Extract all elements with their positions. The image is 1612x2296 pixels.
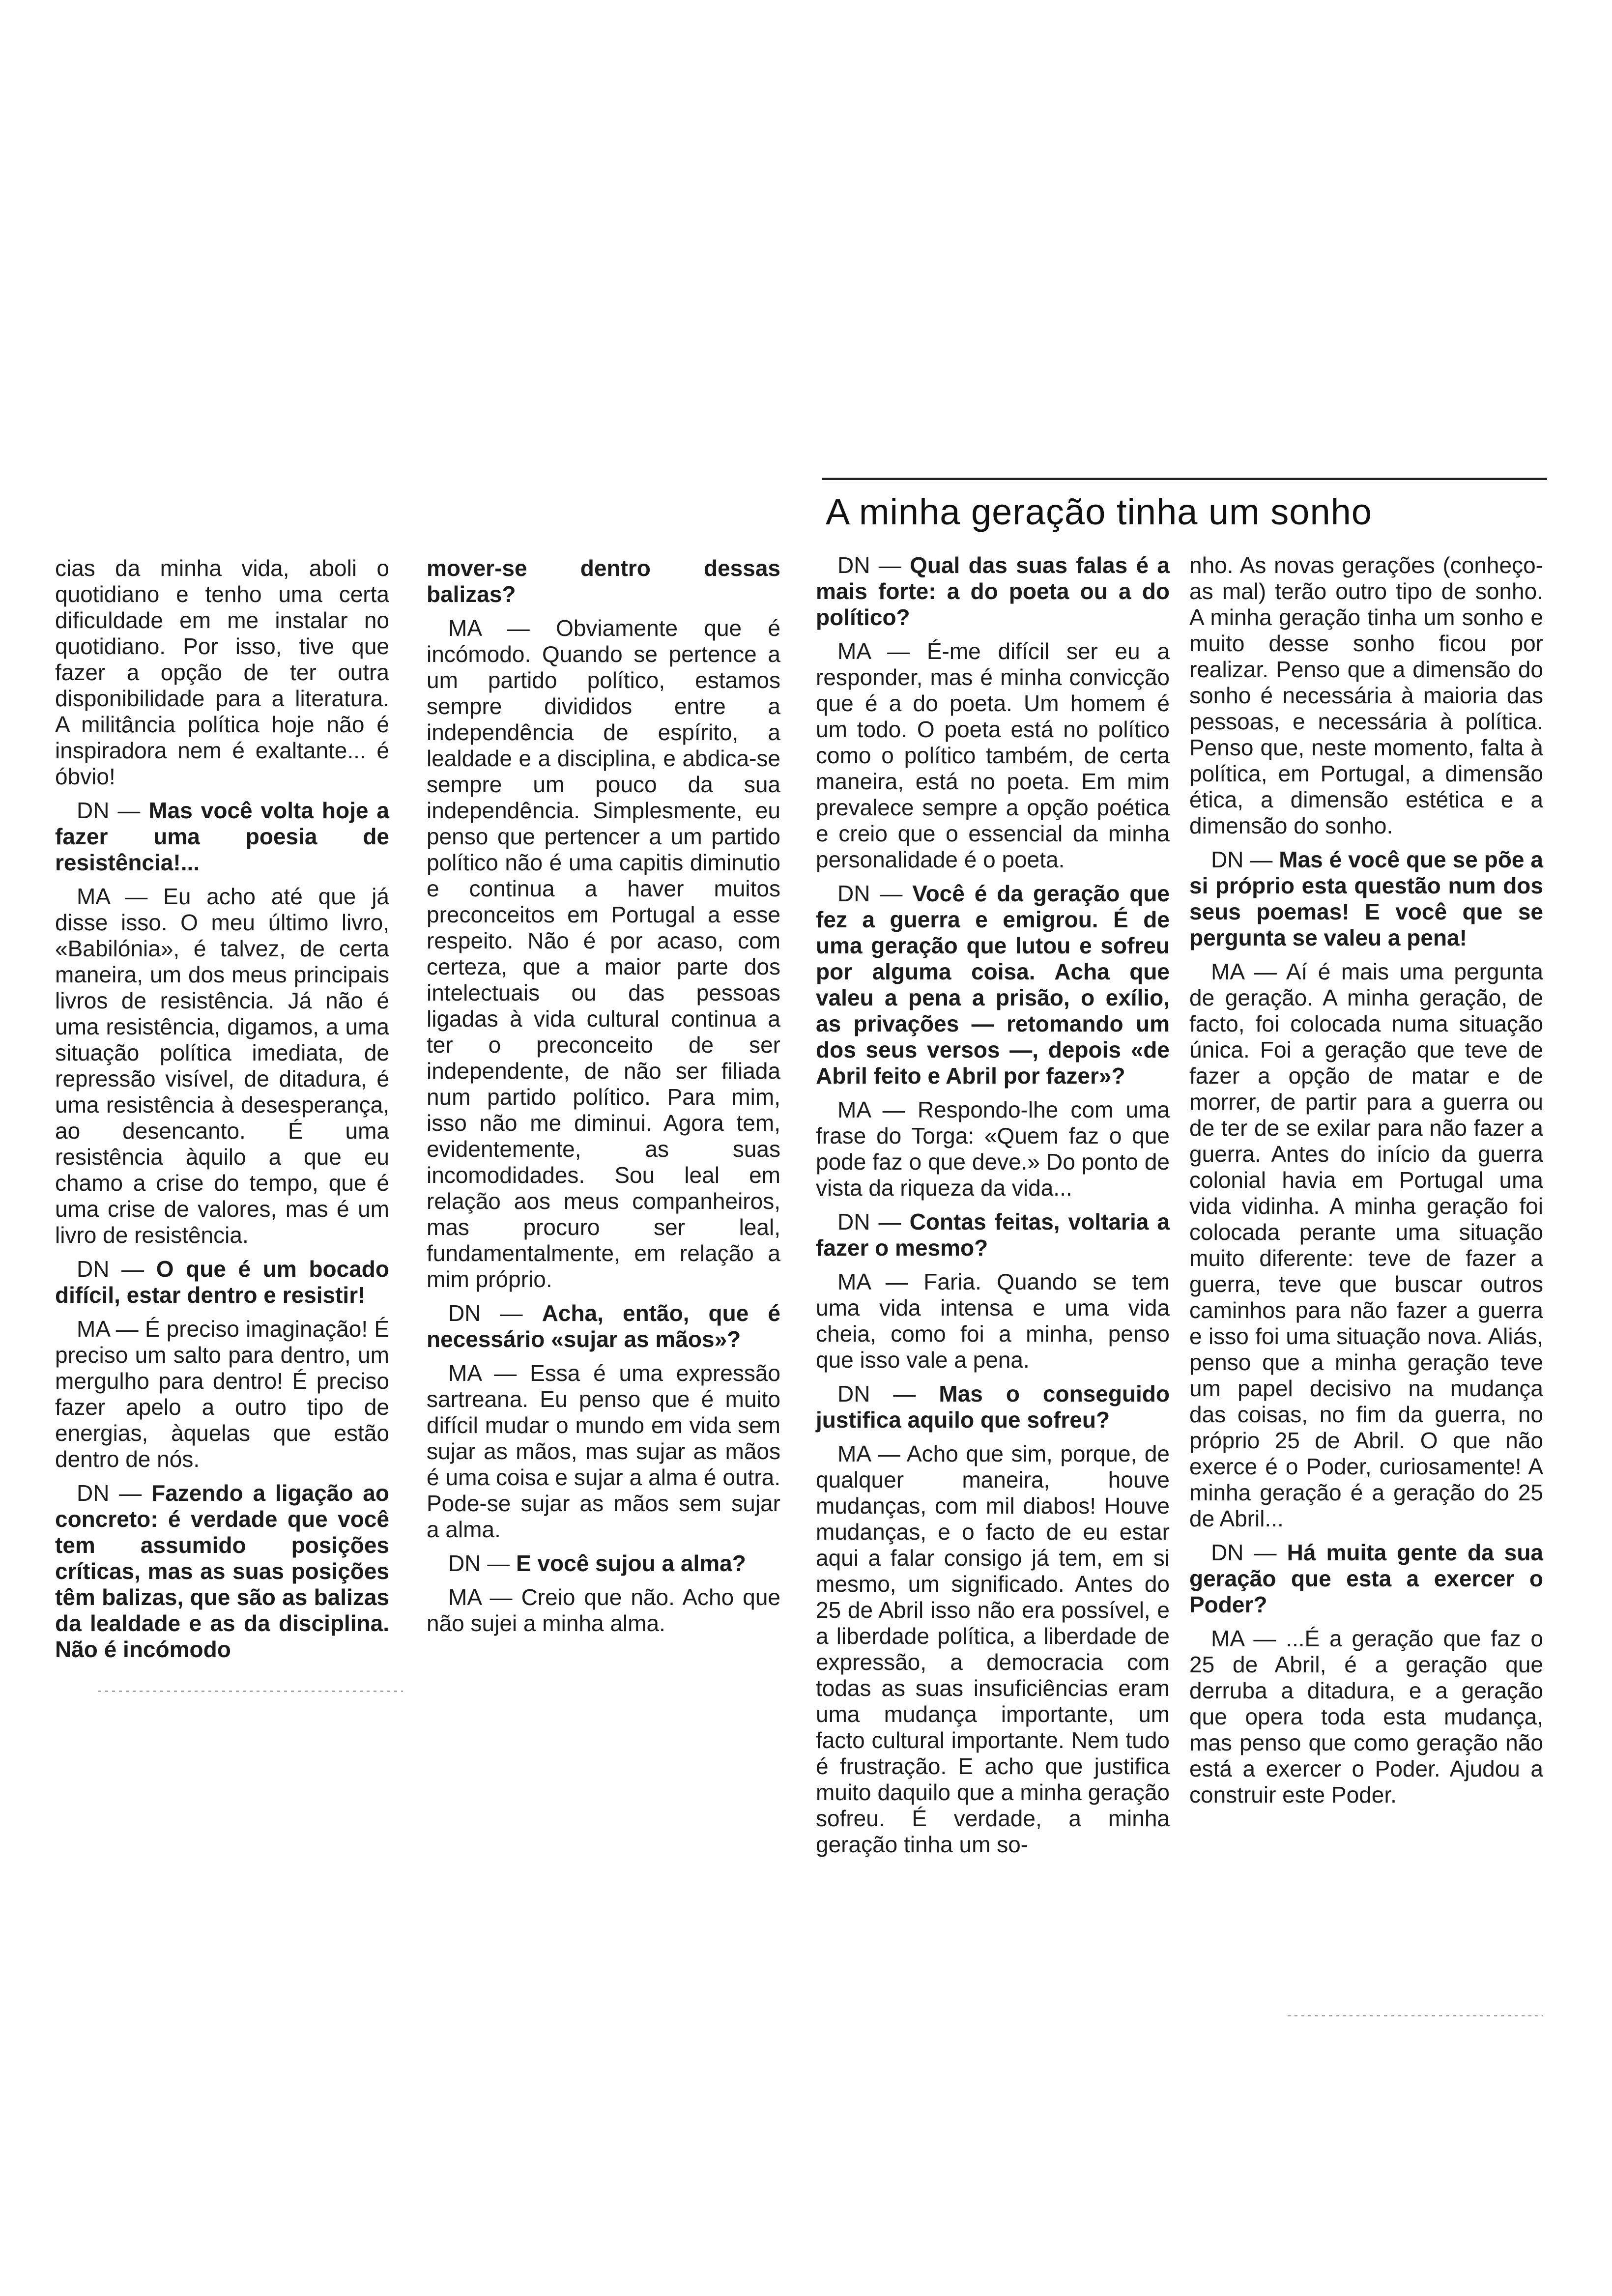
paragraph-text: Acho que sim, porque, de qualquer maneira, houve mudanças, com mil diabos! Houve mudanças, e o facto de eu estar aqui a falar consigo já tem, em si mesmo, um significado. Antes do 25 de Abril isso não era possível, e a liberdade política, a liberdade de expressão, a democracia com todas as suas insuficiências eram uma mudança importante, um facto cultural importante. Nem tudo é frustração. E acho que justifica muito daquilo que a minha geração sofreu. É verdade, a minha geração tinha um so- [816,1441,1170,1857]
interview-answer [816,1269,1170,1373]
speaker-label: DN — [1211,847,1279,872]
paragraph-text: Faria. Quando se tem uma vida intensa e uma vida cheia, como foi a minha, penso que isso vale a pena. [816,1269,1170,1373]
interview-answer [55,884,389,1248]
paragraph-text: Obviamente que é incómodo. Quando se pertence a um partido político, estamos sempre divididos entre a independência de espírito, a lealdade e a disciplina, e abdica-se sempre um pouco da sua independência. Simplesmente, eu penso que pertencer a um partido político não é uma capitis diminutio e continua a haver muitos preconceitos em Portugal a esse respeito. Não é por acaso, com certeza, que a maior parte dos intelectuais ou das pessoas ligadas à vida cultural continua a ter o preconceito de ser independente, de não ser filiada num partido político. Para mim, isso não me diminui. Agora tem, evidentemente, as suas incomodidades. Sou leal em relação aos meus companheiros, mas procuro ser leal, fundamentalmente, em relação a mim próprio. [427,615,780,1292]
interview-answer [55,555,389,790]
paragraph-text: Mas é você que se põe a si próprio esta questão num dos seus poemas! E você que se pergunta se valeu a pena! [1189,847,1544,950]
speaker-label: MA — [77,884,164,909]
speaker-label: DN — [77,798,149,823]
interview-answer [427,1584,780,1636]
interview-answer [1189,552,1543,839]
speaker-label: DN — [1211,1540,1287,1565]
speaker-label: MA — [1211,959,1286,984]
interview-answer [1189,959,1543,1532]
speaker-label: DN — [77,1256,156,1282]
speaker-label: MA — [837,1441,907,1466]
interview-question [427,555,780,607]
speaker-label: DN — [837,552,910,578]
speaker-label: MA — [837,1269,924,1294]
speaker-label: MA — [448,615,556,641]
speaker-label: MA — [448,1360,530,1386]
interview-question [55,798,389,876]
interview-question [816,552,1170,631]
interview-answer [427,1360,780,1543]
paragraph-text: Mas você volta hoje a fazer uma poesia de resistência!... [55,798,389,875]
speaker-label: DN — [837,1209,910,1234]
interview-answer [816,1097,1170,1201]
interview-question [427,1300,780,1352]
speaker-label: MA — [837,638,927,664]
paragraph-text: Fazendo a ligação ao concreto: é verdade que você tem assumido posições críticas, mas as suas posições têm balizas, que são as balizas da lealdade e as da disciplina. Não é incómodo [55,1480,389,1662]
paragraph-text: Há muita gente da sua geração que esta a exercer o Poder? [1189,1540,1544,1617]
interview-question [427,1550,780,1577]
interview-question [816,1209,1170,1261]
interview-answer [55,1316,389,1472]
speaker-label: MA — [837,1097,918,1122]
text-column-1 [55,555,389,1670]
interview-question [816,881,1170,1089]
paragraph-text: Acha, então, que é necessário «sujar as mãos»? [427,1300,780,1352]
text-column-4 [1189,552,1543,1816]
text-column-3 [816,552,1170,1866]
interview-answer [816,638,1170,873]
speaker-label: DN — [837,1381,939,1406]
interview-answer [1189,1626,1543,1808]
speaker-label: DN — [448,1300,542,1326]
paragraph-text: E você sujou a alma? [516,1550,746,1576]
paragraph-text: Contas feitas, voltaria a fazer o mesmo? [816,1209,1170,1261]
interview-answer [816,1441,1170,1858]
paragraph-text: Eu acho até que já disse isso. O meu último livro, «Babilónia», é talvez, de certa maneira, um dos meus principais livros de resistência. Já não é uma resistência, digamos, a uma situação política imediata, de repressão visível, de ditadura, é uma resistência à desesperança, ao desencanto. É uma resistência àquilo a que eu chamo a crise do tempo, que é uma crise de valores, mas é um livro de resistência. [55,884,389,1248]
paragraph-text: É-me difícil ser eu a responder, mas é minha convicção que é a do poeta. Um homem é um todo. O poeta está no político como o político também, de certa maneira, está no poeta. Em mim prevalece sempre a opção poética e creio que o essencial da minha personalidade é o poeta. [816,638,1170,872]
interview-question [816,1381,1170,1433]
paragraph-text: É preciso imaginação! É preciso um salto para dentro, um mergulho para dentro! É preciso fazer apelo a outro tipo de energias, àquelas que estão dentro de nós. [55,1316,390,1472]
speaker-label: MA — [448,1584,521,1610]
paragraph-text: O que é um bocado difícil, estar dentro e resistir! [55,1256,390,1308]
paragraph-text: Você é da geração que fez a guerra e emigrou. É de uma geração que lutou e sofreu por alguma coisa. Acha que valeu a pena a prisão, o exílio, as privações — retomando um dos seus versos —, depois «de Abril feito e Abril por fazer»? [816,881,1170,1089]
speaker-label: MA — [77,1316,145,1342]
speaker-label: DN — [448,1550,516,1576]
paragraph-text: Aí é mais uma pergunta de geração. A minha geração, de facto, foi colocada numa situação única. Foi a geração que teve de fazer a opção de matar e de morrer, de partir para a guerra ou de ter de se exilar para não fazer a guerra. Antes do início da guerra colonial havia em Portugal uma vida vidinha. A minha geração foi colocada perante uma situação muito diferente: teve de fazer a guerra, teve que buscar outros caminhos para não fazer a guerra e isso foi uma situação nova. Aliás, penso que a minha geração teve um papel decisivo na mudança das coisas, no fim da guerra, no próprio 25 de Abril. O que não exerce é o Poder, curiosamente! A minha geração é a geração do 25 de Abril... [1189,959,1544,1531]
interview-question [1189,1540,1543,1618]
interview-question [55,1480,389,1663]
interview-question [1189,847,1543,951]
headline-rule [822,478,1547,480]
paragraph-text: Respondo-lhe com uma frase do Torga: «Quem faz o que pode faz o que deve.» Do ponto de vista da riqueza da vida... [816,1097,1170,1201]
paragraph-text: cias da minha vida, aboli o quotidiano e tenho uma certa dificuldade em me instalar no quotidiano. Por isso, tive que fazer a opção de ter outra disponibilidade para a literatura. A militância política hoje não é inspiradora nem é exaltante... é óbvio! [55,555,389,789]
paragraph-text: Qual das suas falas é a mais forte: a do poeta ou a do político? [816,552,1170,630]
text-column-2 [427,555,780,1644]
paragraph-text: Mas o conseguido justifica aquilo que sofreu? [816,1381,1170,1433]
scan-edge-mark [98,1691,403,1692]
interview-question [55,1256,389,1308]
scan-edge-mark [1288,2015,1543,2016]
speaker-label: MA — [1211,1626,1286,1651]
article-headline: A minha geração tinha um sonho [826,491,1372,532]
paragraph-text: mover-se dentro dessas balizas? [427,555,780,607]
paragraph-text: nho. As novas gerações (conheço-as mal) terão outro tipo de sonho. A minha geração tinha um sonho e muito desse sonho ficou por realizar. Penso que a dimensão do sonho é necessária à maioria das pessoas, e necessária à política. Penso que, neste momento, falta à política, em Portugal, a dimensão ética, a dimensão estética e a dimensão do sonho. [1189,552,1543,838]
interview-answer [427,615,780,1292]
paragraph-text: ...É a geração que faz o 25 de Abril, é a geração que derruba a ditadura, e a geração que opera toda esta mudança, mas penso que como geração não está a exercer o Poder. Ajudou a construir este Poder. [1189,1626,1544,1808]
speaker-label: DN — [837,881,913,906]
paragraph-text: Essa é uma expressão sartreana. Eu penso que é muito difícil mudar o mundo em vida sem sujar as mãos, mas sujar as mãos é uma coisa e sujar a alma é outra. Pode-se sujar as mãos sem sujar a alma. [427,1360,781,1542]
paragraph-text: Creio que não. Acho que não sujei a minha alma. [427,1584,780,1636]
speaker-label: DN — [77,1480,152,1506]
